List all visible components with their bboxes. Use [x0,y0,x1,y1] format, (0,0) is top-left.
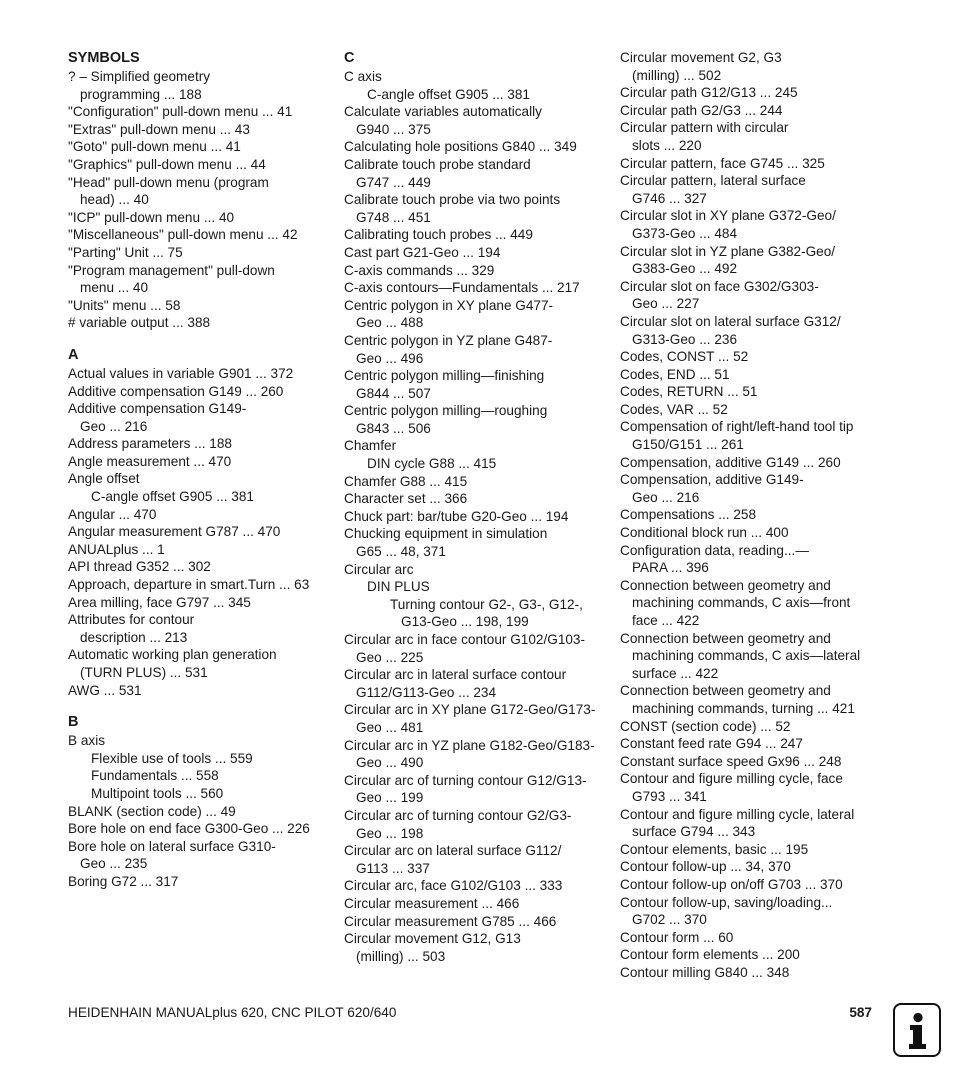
index-entry: BLANK (section code) ... 49 [68,803,236,819]
index-entry: Approach, departure in smart.Turn ... 63 [68,577,310,593]
index-column-3 [620,49,882,981]
index-entry: CONST (section code) ... 52 [620,718,791,734]
index-entry-continuation: DIN PLUS [367,579,430,595]
index-entry: "Extras" pull-down menu ... 43 [68,121,250,137]
index-entry: Automatic working plan generation [68,647,277,663]
index-entry: "Parting" Unit ... 75 [68,244,183,260]
index-entry: Connection between geometry and [620,577,831,593]
index-entry-continuation: G747 ... 449 [356,174,431,190]
index-entry: Contour milling G840 ... 348 [620,964,790,980]
index-entry: ? – Simplified geometry [68,69,211,84]
index-entry: Conditional block run ... 400 [620,525,789,541]
index-entry: Circular measurement ... 466 [344,895,520,911]
index-entry: Codes, END ... 51 [620,366,730,382]
index-entry: Circular movement G2, G3 [620,50,782,65]
index-entry: Cast part G21-Geo ... 194 [344,244,501,260]
index-entry: Connection between geometry and [620,630,831,646]
index-entry-continuation: G373-Geo ... 484 [632,225,738,241]
index-entry: C-axis commands ... 329 [344,262,495,278]
index-entry: Calibrate touch probe via two points [344,192,561,208]
index-entry: B axis [68,733,106,749]
index-entry-continuation: surface G794 ... 343 [632,824,756,840]
index-column-1 [68,49,330,891]
index-entry-continuation: Multipoint tools ... 560 [91,785,224,801]
index-entry: Calculating hole positions G840 ... 349 [344,139,577,155]
index-entry: Compensations ... 258 [620,507,757,523]
index-entry-continuation: G383-Geo ... 492 [632,261,738,277]
index-entry: Contour form ... 60 [620,929,734,945]
index-entry-continuation: Flexible use of tools ... 559 [91,750,253,766]
index-entry: Contour follow-up ... 34, 370 [620,859,791,875]
index-entry: Circular arc in face contour G102/G103- [344,632,586,647]
index-entry-continuation: (TURN PLUS) ... 531 [80,665,208,680]
index-entry-continuation: Geo ... 235 [80,856,148,872]
index-entry: Circular pattern with circular [620,120,789,136]
index-entry: Actual values in variable G901 ... 372 [68,365,294,381]
index-entry: Circular slot in XY plane G372-Geo/ [620,208,836,224]
index-entry-continuation: DIN cycle G88 ... 415 [367,456,497,472]
index-section-heading: A [68,346,79,363]
index-entry-continuation: Geo ... 490 [356,755,424,771]
index-entry: Circular arc in XY plane G172-Geo/G173- [344,702,596,718]
index-entry: Circular pattern, face G745 ... 325 [620,155,825,171]
index-entry: Address parameters ... 188 [68,436,232,452]
index-entry-continuation: G13-Geo ... 198, 199 [401,614,529,630]
index-entry: Contour elements, basic ... 195 [620,841,809,857]
index-entry: Character set ... 366 [344,491,468,507]
index-entry: Centric polygon milling—finishing [344,368,545,384]
index-entry: Calculate variables automatically [344,104,542,120]
index-entry-continuation: Geo ... 216 [632,489,700,505]
index-entry: Contour and figure milling cycle, face [620,771,843,787]
index-entry-continuation: Turning contour G2-, G3-, G12-, [390,596,583,612]
index-entry-continuation: G793 ... 341 [632,788,707,804]
index-entry-continuation: machining commands, turning ... 421 [632,700,855,716]
index-entry: Chucking equipment in simulation [344,526,548,542]
index-entry: "Goto" pull-down menu ... 41 [68,139,241,155]
footer-title: HEIDENHAIN MANUALplus 620, CNC PILOT 620/640 [68,1005,397,1020]
index-entry: Calibrate touch probe standard [344,156,531,172]
index-entry-continuation: (milling) ... 503 [356,948,446,964]
index-entry: Angular measurement G787 ... 470 [68,524,281,540]
index-entry-continuation: G843 ... 506 [356,420,431,436]
index-entry: C axis [344,69,382,84]
index-entry: "Head" pull-down menu (program [68,174,269,190]
index-entry-continuation: Geo ... 198 [356,825,424,841]
index-entry-continuation: Geo ... 488 [356,315,424,331]
index-entry: Compensation, additive G149- [620,472,804,488]
index-entry: Circular pattern, lateral surface [620,173,806,189]
info-glyph [895,1005,938,1054]
index-entry-continuation: G702 ... 370 [632,912,707,928]
index-entry-continuation: slots ... 220 [632,137,702,153]
index-entry-continuation: Geo ... 216 [80,418,148,434]
page-number: 587 [849,1005,872,1020]
index-entry: Chamfer G88 ... 415 [344,473,468,489]
index-entry-continuation: machining commands, C axis—lateral [632,648,861,664]
index-entry-continuation: G746 ... 327 [632,190,707,206]
index-entry-continuation: menu ... 40 [80,280,149,296]
index-entry: Circular slot in YZ plane G382-Geo/ [620,243,836,259]
index-entry-continuation: description ... 213 [80,629,188,645]
index-entry: Attributes for contour [68,612,195,628]
index-entry: API thread G352 ... 302 [68,559,211,575]
index-entry: "ICP" pull-down menu ... 40 [68,209,235,225]
index-entry-continuation: C-angle offset G905 ... 381 [367,86,530,102]
index-section-heading: B [68,714,79,731]
index-entry: ANUALplus ... 1 [68,541,165,557]
index-entry-continuation: G844 ... 507 [356,385,431,401]
index-entry: Codes, RETURN ... 51 [620,384,758,400]
index-entry-continuation: face ... 422 [632,613,700,628]
index-entry: Circular arc of turning contour G12/G13- [344,772,587,788]
index-entry: "Configuration" pull-down menu ... 41 [68,104,293,120]
index-entry: Boring G72 ... 317 [68,873,179,889]
index-entry: Codes, VAR ... 52 [620,401,728,417]
index-entry: Additive compensation G149- [68,401,247,417]
index-entry: Circular path G12/G13 ... 245 [620,85,798,101]
index-entry: Circular arc, face G102/G103 ... 333 [344,878,563,894]
index-entry: Centric polygon milling—roughing [344,403,548,419]
index-entry: Compensation, additive G149 ... 260 [620,454,841,470]
index-entry-continuation: G112/G113-Geo ... 234 [356,684,497,700]
index-entry-continuation: G113 ... 337 [356,860,430,876]
index-entry-continuation: programming ... 188 [80,86,202,102]
index-entry: Circular arc in lateral surface contour [344,667,567,683]
index-column-2 [344,49,606,965]
info-icon[interactable] [893,1003,941,1057]
index-entry: Centric polygon in YZ plane G487- [344,332,553,348]
index-entry-continuation: G150/G151 ... 261 [632,437,744,453]
index-entry: Compensation of right/left-hand tool tip [620,419,854,435]
index-entry: "Miscellaneous" pull-down menu ... 42 [68,227,298,243]
index-entry: Bore hole on end face G300-Geo ... 226 [68,821,310,837]
index-entry: Angular ... 470 [68,506,157,522]
index-entry: Contour follow-up, saving/loading... [620,894,833,910]
index-entry: C-axis contours—Fundamentals ... 217 [344,280,580,296]
index-entry-continuation: Geo ... 199 [356,790,424,806]
index-entry-continuation: machining commands, C axis—front [632,595,851,611]
index-entry: Circular arc [344,561,414,577]
index-entry: Calibrating touch probes ... 449 [344,227,533,243]
index-entry-continuation: G313-Geo ... 236 [632,331,738,347]
index-entry: Constant surface speed Gx96 ... 248 [620,753,842,769]
index-entry-continuation: Geo ... 496 [356,350,424,366]
index-entry: Chuck part: bar/tube G20-Geo ... 194 [344,508,569,524]
index-entry: "Program management" pull-down [68,262,275,278]
index-entry: Contour form elements ... 200 [620,947,800,963]
index-entry: "Graphics" pull-down menu ... 44 [68,156,266,172]
index-entry: Configuration data, reading...— [620,542,809,558]
index-entry: Circular arc on lateral surface G112/ [344,843,562,859]
index-section-heading: SYMBOLS [68,50,140,66]
index-section-heading: C [344,50,355,66]
index-entry-continuation: surface ... 422 [632,665,719,681]
index-entry: Centric polygon in XY plane G477- [344,297,554,313]
index-entry: Constant feed rate G94 ... 247 [620,736,803,752]
index-entry: Circular path G2/G3 ... 244 [620,102,783,118]
index-entry-continuation: Geo ... 481 [356,719,424,735]
index-entry: Circular arc of turning contour G2/G3- [344,807,572,823]
index-entry: AWG ... 531 [68,682,142,698]
index-entry: Connection between geometry and [620,683,831,699]
index-entry: Codes, CONST ... 52 [620,349,749,365]
index-entry-continuation: PARA ... 396 [632,560,709,576]
index-entry-continuation: Fundamentals ... 558 [91,768,219,784]
index-entry: # variable output ... 388 [68,315,211,331]
index-entry-continuation: Geo ... 225 [356,649,424,665]
index-entry: Angle offset [68,471,140,487]
index-entry: "Units" menu ... 58 [68,297,181,313]
index-entry: Circular measurement G785 ... 466 [344,913,557,929]
index-entry: Bore hole on lateral surface G310- [68,838,276,854]
index-entry: Area milling, face G797 ... 345 [68,594,251,610]
index-entry: Circular movement G12, G13 [344,931,521,947]
index-entry-continuation: (milling) ... 502 [632,67,722,83]
index-entry: Circular arc in YZ plane G182-Geo/G183- [344,737,595,753]
index-entry: Additive compensation G149 ... 260 [68,383,284,399]
index-entry: Angle measurement ... 470 [68,453,232,469]
index-entry-continuation: Geo ... 227 [632,296,700,312]
index-entry: Contour follow-up on/off G703 ... 370 [620,876,843,892]
index-entry: Contour and figure milling cycle, lateral [620,806,855,822]
index-entry-continuation: C-angle offset G905 ... 381 [91,489,254,505]
index-entry-continuation: G940 ... 375 [356,121,431,137]
index-entry-continuation: head) ... 40 [80,192,149,208]
index-entry: Circular slot on face G302/G303- [620,278,819,294]
index-entry-continuation: G748 ... 451 [356,209,431,225]
index-entry: Chamfer [344,438,397,454]
index-entry-continuation: G65 ... 48, 371 [356,544,446,560]
index-entry: Circular slot on lateral surface G312/ [620,313,841,329]
